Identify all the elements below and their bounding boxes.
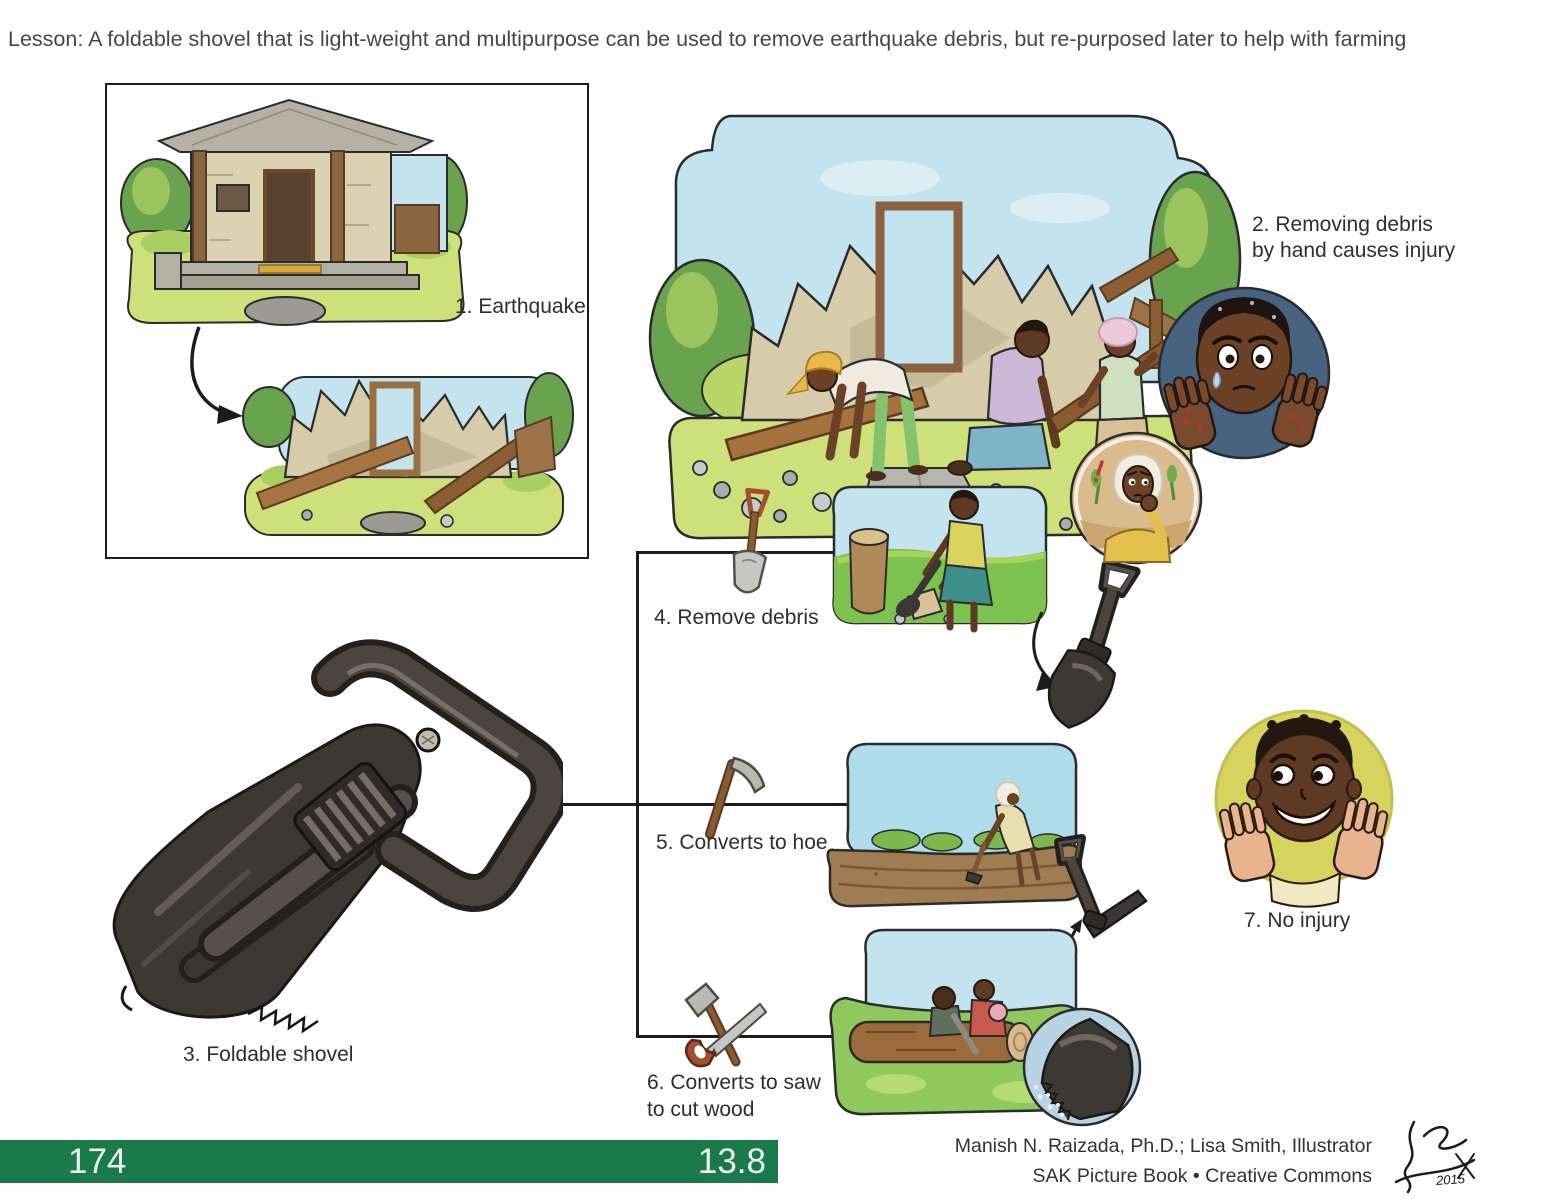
earthquake-before-after-illustration [107,85,583,553]
unfolded-shovel-illustration [1012,552,1152,744]
section-number: 13.8 [697,1142,766,1181]
illustrator-signature [1384,1114,1484,1199]
earthquake-panel-box [105,83,589,559]
signature-year: 2015 [1435,1171,1466,1188]
axe-and-saw-icons [676,978,774,1074]
credits [860,1131,1372,1191]
label-converts-to-saw: 6. Converts to saw to cut wood [647,1071,821,1121]
label-earthquake: 1. Earthquake [455,295,586,318]
foldable-shovel-illustration [98,612,563,1037]
signature-scribble [1384,1114,1484,1199]
happy-face-illustration [1210,697,1398,915]
shovel-icon [720,486,782,604]
footer-bar [0,1140,778,1183]
hoe-icon [698,748,770,840]
page-number: 174 [68,1142,127,1181]
license-credit: SAK Picture Book • Creative Commons [1032,1165,1372,1187]
lesson-text: Lesson: A foldable shovel that is light-weight and multipurpose can be used to remove earthquake debris, but re-purposed later to help with farming [8,27,1407,51]
label-no-injury: 7. No injury [1244,909,1351,932]
intact-house-scene [121,100,467,325]
hand-at-chin [1141,495,1157,511]
earthquake-arrow [192,327,243,424]
tree-stump [850,535,888,614]
saw-blade-inset-circle [1020,1005,1144,1129]
worried-inset-circle [1066,428,1206,568]
label-removing-debris: 2. Removing debris by hand causes injury [1252,213,1456,262]
connector-vertical [636,551,639,1038]
label-remove-debris: 4. Remove debris [654,606,819,629]
ruined-house-scene [243,373,573,535]
door-frame [880,206,958,368]
label-converts-to-hoe: 5. Converts to hoe [656,831,828,854]
serrated-edge [248,1007,318,1031]
author-credit: Manish N. Raizada, Ph.D.; Lisa Smith, Illustrator [954,1135,1372,1157]
tear-drop [1214,373,1221,388]
label-foldable-shovel: 3. Foldable shovel [183,1043,354,1066]
